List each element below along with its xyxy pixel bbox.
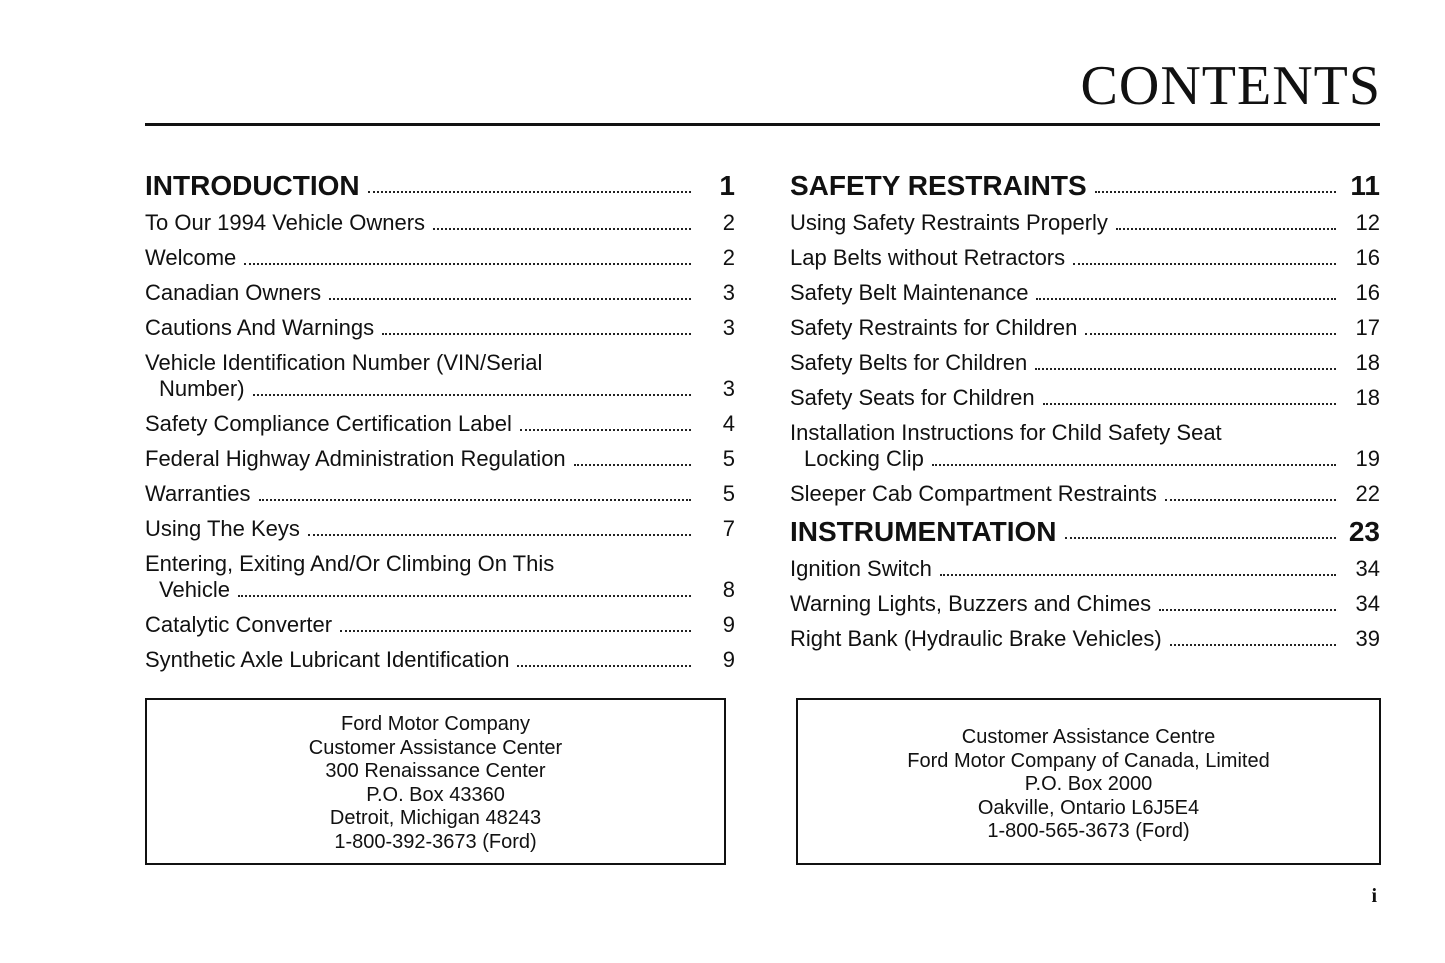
toc-entry[interactable] [145, 647, 735, 673]
toc-entry[interactable] [145, 350, 735, 402]
toc-page-number: 23 [1348, 516, 1380, 547]
toc-page-number: 16 [1355, 245, 1380, 270]
canada-customer-assistance-box [796, 698, 1381, 865]
toc-entry[interactable] [790, 280, 1380, 306]
toc-section-heading[interactable] [145, 170, 735, 202]
toc-entry-label: Safety Restraints for Children [790, 315, 1078, 340]
toc-entry-label: Safety Seats for Children [790, 385, 1035, 410]
address-line: P.O. Box 43360 [366, 783, 505, 806]
toc-entry-label-continued: Locking Clip [804, 446, 924, 471]
toc-page-number: 9 [722, 647, 735, 672]
toc-entry-label: Ignition Switch [790, 556, 932, 581]
toc-entry-label: Synthetic Axle Lubricant Identification [145, 647, 510, 672]
toc-entry[interactable] [790, 481, 1380, 507]
page-number: i [1371, 885, 1377, 907]
toc-entry-label: SAFETY RESTRAINTS [790, 170, 1087, 201]
toc-entry-label: Warning Lights, Buzzers and Chimes [790, 591, 1152, 616]
page-title: CONTENTS [1080, 55, 1381, 117]
toc-entry-label: Safety Belt Maintenance [790, 280, 1029, 305]
us-customer-assistance-box [145, 698, 726, 865]
toc-page-number: 3 [722, 280, 735, 305]
dot-leader [517, 664, 691, 667]
toc-entry-label: Welcome [145, 245, 237, 270]
toc-entry[interactable] [790, 385, 1380, 411]
address-line: Customer Assistance Center [308, 736, 563, 759]
phone-number: 1-800-565-3673 (Ford) [987, 820, 1190, 842]
toc-entry-label: Right Bank (Hydraulic Brake Vehicles) [790, 626, 1162, 651]
toc-entry-label: Using Safety Restraints Properly [790, 210, 1108, 235]
toc-entry[interactable] [790, 315, 1380, 341]
address-line: Customer Assistance Centre [961, 726, 1216, 748]
dot-leader [1165, 498, 1336, 501]
toc-section-heading[interactable] [790, 516, 1380, 548]
toc-page-number: 3 [722, 376, 735, 401]
toc-page-number: 18 [1355, 385, 1380, 410]
dot-leader [244, 262, 691, 265]
toc-entry[interactable] [790, 245, 1380, 271]
dot-leader [1035, 367, 1336, 370]
dot-leader [1095, 190, 1336, 193]
dot-leader [433, 227, 691, 230]
dot-leader [382, 332, 691, 335]
dot-leader [340, 629, 691, 632]
toc-page-number: 34 [1355, 591, 1380, 616]
toc-entry[interactable] [145, 315, 735, 341]
dot-leader [574, 463, 691, 466]
toc-entry-label: Canadian Owners [145, 280, 322, 305]
toc-entry[interactable] [145, 446, 735, 472]
dot-leader [940, 573, 1336, 576]
toc-page-number: 4 [722, 411, 735, 436]
dot-leader [932, 463, 1336, 466]
dot-leader [368, 190, 691, 193]
dot-leader [1116, 227, 1336, 230]
toc-entry[interactable] [145, 245, 735, 271]
toc-entry[interactable] [145, 411, 735, 437]
toc-right-column [790, 170, 1380, 661]
toc-entry-label: Vehicle Identification Number (VIN/Serial [145, 350, 543, 375]
toc-page-number: 11 [1350, 170, 1380, 201]
title-rule [145, 123, 1380, 126]
toc-entry[interactable] [790, 420, 1380, 472]
toc-page-number: 5 [722, 481, 735, 506]
toc-entry-label-continued: Number) [159, 376, 245, 401]
toc-page-number: 18 [1355, 350, 1380, 375]
toc-page-number: 12 [1355, 210, 1380, 235]
toc-entry[interactable] [145, 210, 735, 236]
toc-page-number: 1 [719, 170, 735, 201]
address-line: Detroit, Michigan 48243 [329, 807, 542, 829]
toc-entry-label: INSTRUMENTATION [790, 516, 1057, 547]
dot-leader [520, 428, 691, 431]
toc-entry[interactable] [790, 350, 1380, 376]
dot-leader [1036, 297, 1336, 300]
dot-leader [1065, 536, 1337, 539]
toc-page-number: 2 [722, 245, 735, 270]
toc-page-number: 17 [1355, 315, 1380, 340]
dot-leader [1043, 402, 1336, 405]
toc-page-number: 39 [1355, 626, 1380, 651]
toc-page-number: 5 [722, 446, 735, 471]
toc-page-number: 3 [722, 315, 735, 340]
toc-entry-label: Safety Compliance Certification Label [145, 411, 512, 436]
dot-leader [253, 393, 691, 396]
toc-page-number: 16 [1355, 280, 1380, 305]
address-line: Ford Motor Company of Canada, Limited [907, 749, 1270, 772]
address-line: Oakville, Ontario L6J5E4 [977, 796, 1200, 819]
toc-section-heading[interactable] [790, 170, 1380, 202]
toc-page-number: 22 [1355, 481, 1380, 506]
toc-entry-label: Entering, Exiting And/Or Climbing On This [145, 551, 555, 576]
toc-entry[interactable] [790, 210, 1380, 236]
dot-leader [329, 297, 691, 300]
toc-page-number: 9 [722, 612, 735, 637]
toc-entry-label: Safety Belts for Children [790, 350, 1028, 375]
toc-entry[interactable] [145, 280, 735, 306]
toc-left-column [145, 170, 735, 682]
address-line: Ford Motor Company [341, 713, 530, 735]
toc-page-number: 34 [1355, 556, 1380, 581]
toc-page-number: 19 [1355, 446, 1380, 471]
toc-entry[interactable] [145, 516, 735, 542]
toc-entry-label: INTRODUCTION [145, 170, 360, 201]
dot-leader [308, 533, 691, 536]
dot-leader [1085, 332, 1336, 335]
toc-page-number: 2 [722, 210, 735, 235]
toc-entry-label-continued: Vehicle [159, 577, 230, 602]
toc-entry-label: Cautions And Warnings [145, 315, 375, 340]
toc-entry-label: Using The Keys [145, 516, 300, 541]
phone-number: 1-800-392-3673 (Ford) [334, 830, 537, 853]
toc-entry[interactable] [790, 591, 1380, 617]
address-line: 300 Renaissance Center [325, 760, 546, 782]
toc-entry-label: Sleeper Cab Compartment Restraints [790, 481, 1157, 506]
dot-leader [259, 498, 691, 501]
toc-entry[interactable] [145, 551, 735, 603]
toc-entry[interactable] [145, 612, 735, 638]
toc-entry[interactable] [790, 556, 1380, 582]
toc-entry-label: Catalytic Converter [145, 612, 333, 637]
toc-entry-label: Installation Instructions for Child Safety Seat [790, 420, 1222, 445]
toc-page-number: 7 [722, 516, 735, 541]
dot-leader [1159, 608, 1336, 611]
address-line: P.O. Box 2000 [1024, 773, 1153, 795]
dot-leader [1170, 643, 1336, 646]
toc-entry-label: Federal Highway Administration Regulation [145, 446, 566, 471]
toc-entry-label: Warranties [145, 481, 251, 506]
toc-entry[interactable] [145, 481, 735, 507]
toc-entry-label: Lap Belts without Retractors [790, 245, 1066, 270]
toc-entry[interactable] [790, 626, 1380, 652]
dot-leader [238, 594, 691, 597]
dot-leader [1073, 262, 1336, 265]
toc-page-number: 8 [722, 577, 735, 602]
toc-entry-label: To Our 1994 Vehicle Owners [145, 210, 426, 235]
